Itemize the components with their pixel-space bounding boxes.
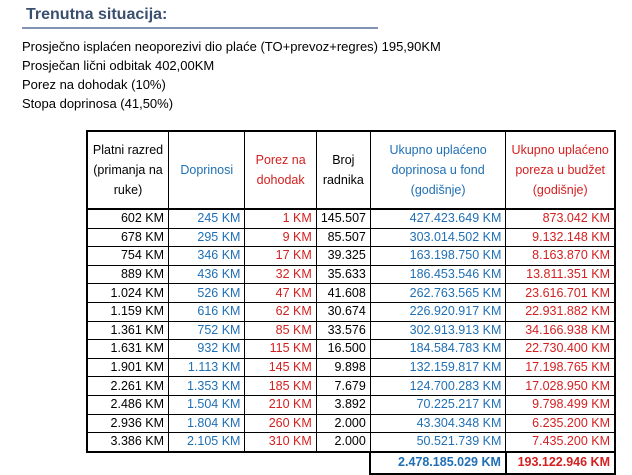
- header-broj-radnika: Broj radnika: [316, 131, 370, 209]
- cell-platni-razred: 1.901 KM: [87, 358, 169, 377]
- cell-broj-radnika: 145.507: [316, 209, 370, 228]
- total-doprinosi: 2.478.185.029 KM: [370, 452, 506, 474]
- cell-ukupno-doprinosa: 50.521.739 KM: [370, 433, 506, 452]
- table-row: [87, 414, 615, 433]
- total-porez: 193.122.946 KM: [506, 452, 615, 474]
- cell-doprinosi: 436 KM: [169, 265, 245, 284]
- info-line: Prosječan lični odbitak 402,00KM: [22, 58, 215, 73]
- cell-broj-radnika: 3.892: [316, 395, 370, 414]
- cell-porez: 85 KM: [245, 321, 316, 340]
- cell-ukupno-poreza: 34.166.938 KM: [506, 321, 615, 340]
- cell-doprinosi: 752 KM: [169, 321, 245, 340]
- cell-porez: 115 KM: [245, 340, 316, 359]
- cell-platni-razred: 3.386 KM: [87, 433, 169, 452]
- cell-porez: 17 KM: [245, 247, 316, 266]
- cell-ukupno-poreza: 9.132.148 KM: [506, 228, 615, 247]
- cell-doprinosi: 1.804 KM: [169, 414, 245, 433]
- cell-broj-radnika: 9.898: [316, 358, 370, 377]
- cell-doprinosi: 932 KM: [169, 340, 245, 359]
- cell-ukupno-poreza: 17.028.950 KM: [506, 377, 615, 396]
- cell-ukupno-poreza: 873.042 KM: [506, 209, 615, 228]
- table-row: [87, 340, 615, 359]
- cell-platni-razred: 678 KM: [87, 228, 169, 247]
- cell-porez: 185 KM: [245, 377, 316, 396]
- table-row: [87, 302, 615, 321]
- cell-ukupno-doprinosa: 186.453.546 KM: [370, 265, 506, 284]
- table-row: [87, 284, 615, 303]
- cell-ukupno-poreza: 22.931.882 KM: [506, 302, 615, 321]
- cell-ukupno-doprinosa: 303.014.502 KM: [370, 228, 506, 247]
- cell-porez: 62 KM: [245, 302, 316, 321]
- table-row: [87, 358, 615, 377]
- table-row: [87, 209, 615, 228]
- cell-platni-razred: 2.261 KM: [87, 377, 169, 396]
- header-doprinosi: Doprinosi: [169, 131, 245, 209]
- cell-platni-razred: 1.631 KM: [87, 340, 169, 359]
- info-line: Prosječno isplaćen neoporezivi dio plaće (TO+prevoz+regres) 195,90KM: [22, 39, 441, 54]
- cell-platni-razred: 754 KM: [87, 247, 169, 266]
- cell-doprinosi: 1.113 KM: [169, 358, 245, 377]
- cell-broj-radnika: 2.000: [316, 414, 370, 433]
- header-porez: Porez na dohodak: [245, 131, 316, 209]
- cell-platni-razred: 2.936 KM: [87, 414, 169, 433]
- empty-cell: [87, 452, 169, 474]
- cell-ukupno-doprinosa: 226.920.917 KM: [370, 302, 506, 321]
- cell-porez: 1 KM: [245, 209, 316, 228]
- cell-ukupno-doprinosa: 184.584.783 KM: [370, 340, 506, 359]
- cell-ukupno-poreza: 22.730.400 KM: [506, 340, 615, 359]
- cell-ukupno-poreza: 8.163.870 KM: [506, 247, 615, 266]
- cell-doprinosi: 616 KM: [169, 302, 245, 321]
- cell-porez: 47 KM: [245, 284, 316, 303]
- cell-platni-razred: 2.486 KM: [87, 395, 169, 414]
- table-row: [87, 377, 615, 396]
- cell-ukupno-poreza: 23.616.701 KM: [506, 284, 615, 303]
- cell-broj-radnika: 35.633: [316, 265, 370, 284]
- title-underline: [22, 27, 378, 29]
- cell-porez: 145 KM: [245, 358, 316, 377]
- table-row: [87, 228, 615, 247]
- cell-porez: 32 KM: [245, 265, 316, 284]
- cell-porez: 310 KM: [245, 433, 316, 452]
- page-title: Trenutna situacija:: [26, 6, 168, 23]
- cell-broj-radnika: 85.507: [316, 228, 370, 247]
- cell-broj-radnika: 39.325: [316, 247, 370, 266]
- empty-cell: [245, 452, 316, 474]
- cell-ukupno-doprinosa: 163.198.750 KM: [370, 247, 506, 266]
- empty-cell: [169, 452, 245, 474]
- cell-doprinosi: 526 KM: [169, 284, 245, 303]
- table-row: [87, 265, 615, 284]
- cell-doprinosi: 295 KM: [169, 228, 245, 247]
- cell-porez: 9 KM: [245, 228, 316, 247]
- info-block: [22, 37, 441, 113]
- cell-ukupno-poreza: 7.435.200 KM: [506, 433, 615, 452]
- data-table: [86, 130, 616, 475]
- info-line: Stopa doprinosa (41,50%): [22, 96, 174, 111]
- cell-ukupno-poreza: 13.811.351 KM: [506, 265, 615, 284]
- cell-ukupno-poreza: 9.798.499 KM: [506, 395, 615, 414]
- cell-ukupno-doprinosa: 302.913.913 KM: [370, 321, 506, 340]
- table-row: [87, 433, 615, 452]
- info-line: Porez na dohodak (10%): [22, 77, 166, 92]
- cell-ukupno-doprinosa: 132.159.817 KM: [370, 358, 506, 377]
- cell-broj-radnika: 30.674: [316, 302, 370, 321]
- cell-broj-radnika: 33.576: [316, 321, 370, 340]
- cell-ukupno-doprinosa: 262.763.565 KM: [370, 284, 506, 303]
- cell-doprinosi: 245 KM: [169, 209, 245, 228]
- cell-broj-radnika: 16.500: [316, 340, 370, 359]
- cell-ukupno-poreza: 6.235.200 KM: [506, 414, 615, 433]
- table-row: [87, 247, 615, 266]
- table-row: [87, 321, 615, 340]
- cell-doprinosi: 1.353 KM: [169, 377, 245, 396]
- cell-platni-razred: 1.024 KM: [87, 284, 169, 303]
- cell-broj-radnika: 41.608: [316, 284, 370, 303]
- cell-broj-radnika: 7.679: [316, 377, 370, 396]
- cell-platni-razred: 602 KM: [87, 209, 169, 228]
- cell-ukupno-doprinosa: 43.304.348 KM: [370, 414, 506, 433]
- table-row: [87, 395, 615, 414]
- cell-doprinosi: 2.105 KM: [169, 433, 245, 452]
- cell-ukupno-doprinosa: 70.225.217 KM: [370, 395, 506, 414]
- cell-porez: 260 KM: [245, 414, 316, 433]
- cell-broj-radnika: 2.000: [316, 433, 370, 452]
- cell-platni-razred: 1.159 KM: [87, 302, 169, 321]
- cell-porez: 210 KM: [245, 395, 316, 414]
- cell-doprinosi: 346 KM: [169, 247, 245, 266]
- header-platni-razred: Platni razred (primanja na ruke): [87, 131, 169, 209]
- cell-platni-razred: 889 KM: [87, 265, 169, 284]
- empty-cell: [316, 452, 370, 474]
- cell-ukupno-poreza: 17.198.765 KM: [506, 358, 615, 377]
- totals-row: [87, 452, 615, 474]
- cell-ukupno-doprinosa: 427.423.649 KM: [370, 209, 506, 228]
- cell-platni-razred: 1.361 KM: [87, 321, 169, 340]
- header-ukupno-poreza: Ukupno uplaćeno poreza u budžet (godišnje): [506, 131, 615, 209]
- header-ukupno-doprinosa: Ukupno uplaćeno doprinosa u fond (godišnje): [370, 131, 506, 209]
- cell-doprinosi: 1.504 KM: [169, 395, 245, 414]
- cell-ukupno-doprinosa: 124.700.283 KM: [370, 377, 506, 396]
